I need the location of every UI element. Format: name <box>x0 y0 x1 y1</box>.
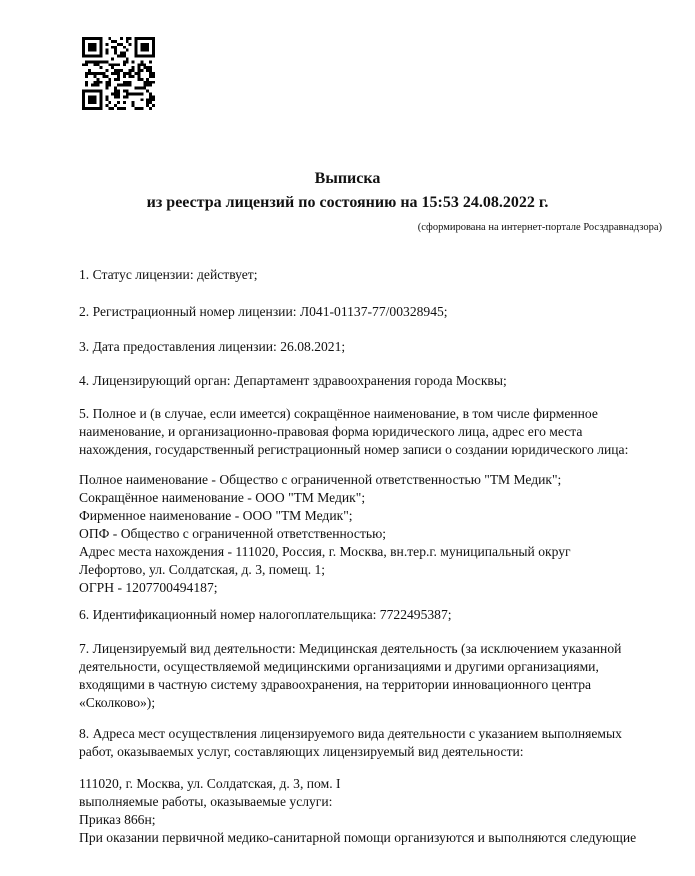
item-organization-heading <box>79 405 628 459</box>
text-line: нахождения, государственный регистрационный номер записи о создании юридического лица: <box>79 442 629 457</box>
document-title <box>0 167 695 215</box>
item-activity-addresses <box>79 725 622 761</box>
item-license-status: 1. Статус лицензии: действует; <box>79 267 258 282</box>
ogrn: ОГРН - 1207700494187; <box>79 580 218 595</box>
source-note: (сформирована на интернет-портале Росздравнадзора) <box>417 222 662 233</box>
text-line: работ, оказываемых услуг, составляющих лицензируемый вид деятельности: <box>79 744 524 759</box>
brand-name: Фирменное наименование - ООО "ТМ Медик"; <box>79 508 353 523</box>
qr-code-icon <box>82 37 155 110</box>
text-line: 7. Лицензируемый вид деятельности: Медицинская деятельность (за исключением указанной <box>79 641 622 656</box>
text-line: «Сколково»); <box>79 695 156 710</box>
activity-address-details <box>79 775 636 847</box>
organization-details <box>79 471 571 597</box>
title-line: Выписка <box>314 170 381 187</box>
text-line: деятельности, осуществляемой медицинскими организациями и другими организациями, <box>79 659 599 674</box>
text-line: наименование, и организационно-правовая форма юридического лица, адрес его места <box>79 424 583 439</box>
item-inn: 6. Идентификационный номер налогоплательщика: 7722495387; <box>79 607 452 622</box>
legal-form: ОПФ - Общество с ограниченной ответственностью; <box>79 526 387 541</box>
short-name: Сокращённое наименование - ООО "ТМ Медик"; <box>79 490 366 505</box>
item-activity-type <box>79 640 621 712</box>
text-line: 5. Полное и (в случае, если имеется) сокращённое наименование, в том числе фирменное <box>79 406 598 421</box>
text-line: входящими в частную систему здравоохранения, на территории инновационного центра <box>79 677 592 692</box>
item-registration-number: 2. Регистрационный номер лицензии: Л041-01137-77/00328945; <box>79 304 448 319</box>
text-line: 8. Адреса мест осуществления лицензируемого вида деятельности с указанием выполняемых <box>79 726 622 741</box>
full-name: Полное наименование - Общество с ограниченной ответственностью "ТМ Медик"; <box>79 472 562 487</box>
text-line: Приказ 866н; <box>79 812 156 827</box>
address-line: Адрес места нахождения - 111020, Россия, г. Москва, вн.тер.г. муниципальный округ <box>79 544 571 559</box>
text-line: При оказании первичной медико-санитарной помощи организуются и выполняются следующие <box>79 830 637 845</box>
item-issue-date: 3. Дата предоставления лицензии: 26.08.2021; <box>79 339 346 354</box>
item-licensing-authority: 4. Лицензирующий орган: Департамент здравоохранения города Москвы; <box>79 373 507 388</box>
address-line: Лефортово, ул. Солдатская, д. 3, помещ. 1; <box>79 562 326 577</box>
text-line: 111020, г. Москва, ул. Солдатская, д. 3, пом. I <box>79 776 341 791</box>
subtitle-line: из реестра лицензий по состоянию на 15:53 24.08.2022 г. <box>146 194 549 211</box>
text-line: выполняемые работы, оказываемые услуги: <box>79 794 333 809</box>
